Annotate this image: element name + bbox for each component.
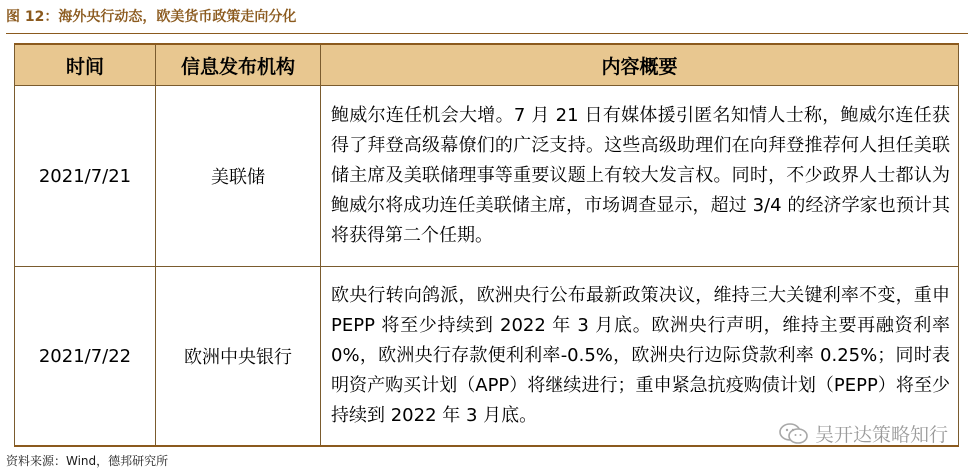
- policy-table: [14, 43, 959, 447]
- title-divider: [6, 33, 968, 34]
- wechat-icon: [779, 423, 809, 445]
- watermark: [779, 420, 948, 447]
- source-note: 资料来源：Wind，德邦研究所: [6, 454, 169, 468]
- watermark-text: 吴开达策略知行: [814, 424, 948, 446]
- table-header-row: [15, 44, 959, 86]
- policy-table-container: [14, 43, 958, 447]
- row-org: 美联储: [156, 86, 321, 267]
- row-content: 欧央行转向鸽派，欧洲央行公布最新政策决议，维持三大关键利率不变，重申 PEPP 将至少持续到 2022 年 3 月底。欧洲央行声明，维持主要再融资利率 0%，欧洲央行存款便利利率-0.5%，欧洲央行边际贷款利率 0.25%；同时表明资产购买计划（APP）将继续进行；重申紧急抗疫购债计划（PEPP）将至少持续到 2022 年 3 月底。: [321, 267, 959, 447]
- header-org: 信息发布机构: [156, 44, 321, 86]
- row-date: 2021/7/22: [15, 267, 156, 447]
- row-date: 2021/7/21: [15, 86, 156, 267]
- header-summary: 内容概要: [321, 44, 959, 86]
- row-content: 鲍威尔连任机会大增。7 月 21 日有媒体援引匿名知情人士称，鲍威尔连任获得了拜登高级幕僚们的广泛支持。这些高级助理们在向拜登推荐何人担任美联储主席及美联储理事等重要议题上有较大发言权。同时，不少政界人士都认为鲍威尔将成功连任美联储主席，市场调查显示，超过 3/4 的经济学家也预计其将获得第二个任期。: [321, 86, 959, 267]
- header-time: 时间: [15, 44, 156, 86]
- row-org: 欧洲中央银行: [156, 267, 321, 447]
- figure-title: 图 12：海外央行动态，欧美货币政策走向分化: [6, 9, 297, 25]
- table-row: [15, 86, 959, 267]
